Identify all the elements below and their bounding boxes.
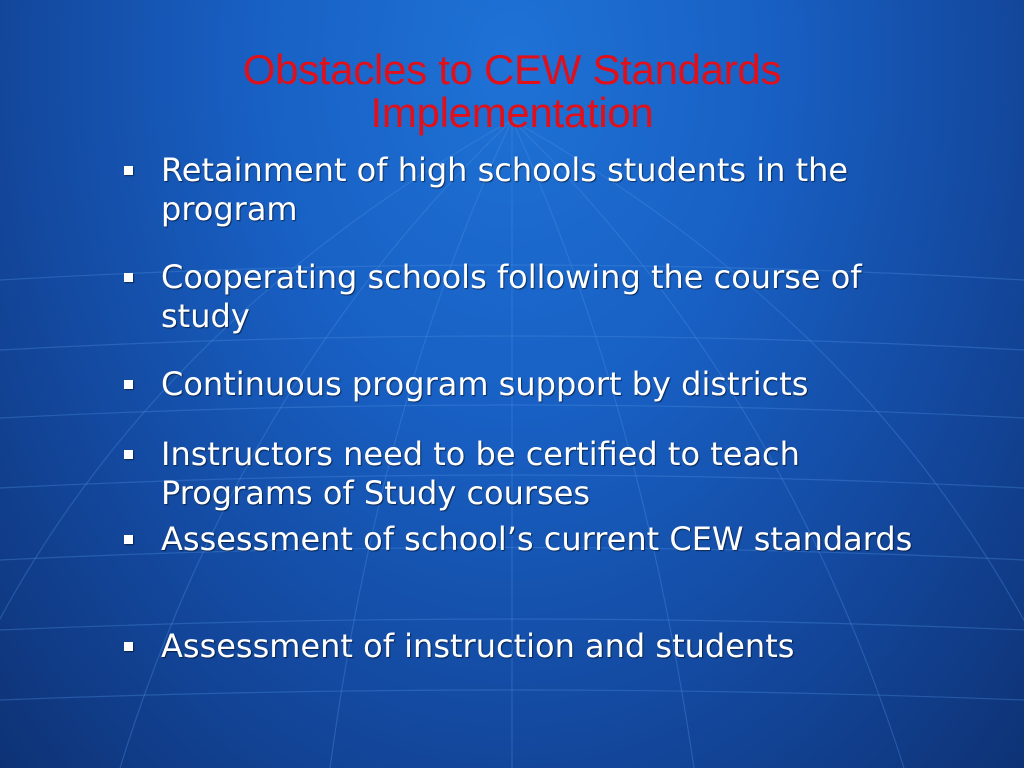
bullet-item	[124, 520, 944, 559]
bullet-text: Assessment of school’s current CEW standards	[161, 520, 913, 558]
bullet-text: Cooperating schools following the course of study	[161, 258, 862, 335]
bullet-square-icon	[124, 380, 133, 389]
bullet-item	[124, 258, 944, 336]
bullet-text: Instructors need to be certified to teach Programs of Study courses	[161, 435, 800, 512]
bullet-square-icon	[124, 642, 133, 651]
bullet-square-icon	[124, 535, 133, 544]
bullet-item	[124, 435, 944, 513]
bullet-text: Assessment of instruction and students	[161, 627, 795, 665]
bullet-square-icon	[124, 166, 133, 175]
bullet-item	[124, 151, 944, 229]
bullet-text: Continuous program support by districts	[161, 365, 809, 403]
slide-title: Obstacles to CEW Standards Implementation	[242, 46, 782, 136]
bullet-item	[124, 365, 944, 404]
bullet-item	[124, 627, 944, 666]
bullet-text: Retainment of high schools students in the program	[161, 151, 849, 228]
bullet-square-icon	[124, 450, 133, 459]
bullet-square-icon	[124, 273, 133, 282]
